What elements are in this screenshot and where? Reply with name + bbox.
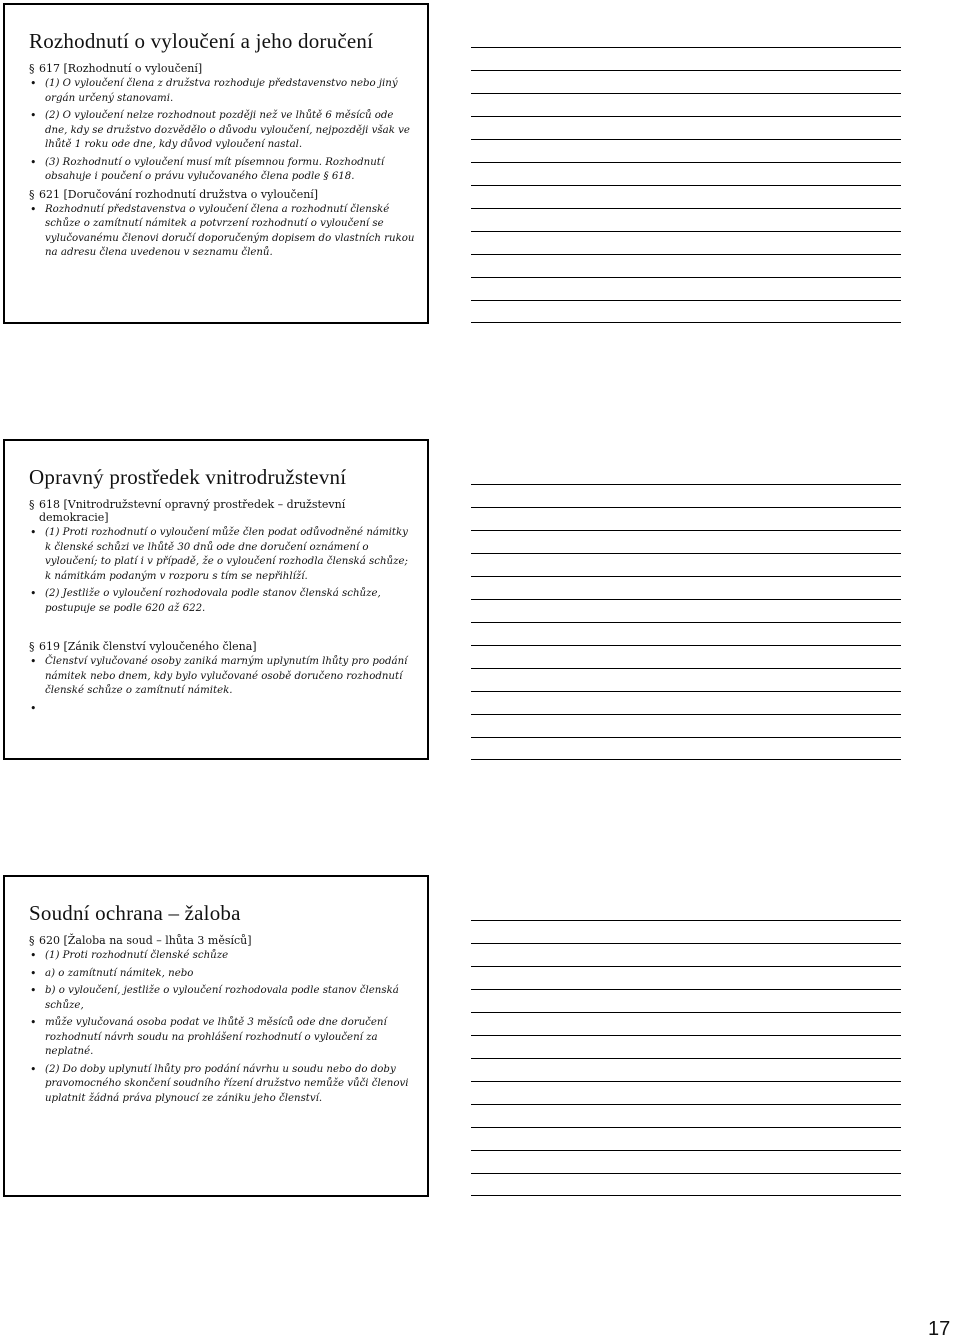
section-symbol: §: [29, 640, 35, 653]
note-line: [471, 254, 901, 255]
note-line: [471, 162, 901, 163]
note-line: [471, 668, 901, 669]
note-line: [471, 691, 901, 692]
section-heading-text: 621 [Doručování rozhodnutí družstva o vyloučení]: [39, 187, 319, 201]
list-item: • může vylučovaná osoba podat ve lhůtě 3 měsíců ode dne doručení rozhodnutí návrh soudu na prohlášení rozhodnutí o vyloučení za neplatné.: [29, 1016, 417, 1060]
note-line: [471, 530, 901, 531]
note-line: [471, 714, 901, 715]
note-line: [471, 70, 901, 71]
spacer: [29, 619, 417, 637]
note-line: [471, 1127, 901, 1128]
list-item: • b) o vyloučení, jestliže o vyloučení rozhodovala podle stanov členská schůze,: [29, 984, 417, 1013]
list-item: • (2) Do doby uplynutí lhůty pro podání návrhu u soudu nebo do doby pravomocného skončení soudního řízení družstvo nemůže vůči členovi uplatnit žádná práva plynoucí ze zániku jeho členství.: [29, 1063, 417, 1107]
note-line: [471, 484, 901, 485]
note-line: [471, 93, 901, 94]
section-heading: [29, 934, 417, 947]
slide-title: Soudní ochrana – žaloba: [29, 901, 241, 925]
note-line: [471, 920, 901, 921]
list-item: • (3) Rozhodnutí o vyloučení musí mít písemnou formu. Rozhodnutí obsahuje i poučení o právu vylučovaného člena podle § 618.: [29, 156, 417, 185]
note-line: [471, 300, 901, 301]
list-item: [29, 702, 417, 716]
bullet-list: [29, 655, 417, 716]
section-symbol: §: [29, 62, 35, 75]
section-heading: [29, 62, 417, 75]
section-heading-text: 617 [Rozhodnutí o vyloučení]: [39, 62, 203, 75]
list-item: • (1) Proti rozhodnutí členské schůze: [29, 949, 417, 964]
note-line: [471, 1150, 901, 1151]
bullet-list: [29, 949, 417, 1106]
note-line: [471, 139, 901, 140]
list-item: • (2) Jestliže o vyloučení rozhodovala podle stanov členská schůze, postupuje se podle 620 až 622.: [29, 587, 417, 616]
list-item: • Rozhodnutí představenstva o vyloučení člena a rozhodnutí členské schůze o zamítnutí námitek a potvrzení rozhodnutí o vyloučení se vylučovanému členovi doručí doporučeným dopisem do vlastních rukou na adresu člena uvedenou v seznamu členů.: [29, 203, 417, 261]
section-symbol: §: [29, 187, 35, 201]
note-line: [471, 576, 901, 577]
note-line: [471, 966, 901, 967]
note-line: [471, 989, 901, 990]
note-line: [471, 1173, 901, 1174]
note-line: [471, 47, 901, 48]
slide-1: [3, 3, 429, 324]
note-line: [471, 622, 901, 623]
section-heading: [29, 188, 417, 201]
note-line: [471, 1081, 901, 1082]
note-line: [471, 553, 901, 554]
note-line: [471, 116, 901, 117]
section-heading: [29, 640, 417, 653]
list-item: • a) o zamítnutí námitek, nebo: [29, 967, 417, 982]
note-line: [471, 1104, 901, 1105]
note-line: [471, 231, 901, 232]
note-line: [471, 322, 901, 323]
note-line: [471, 943, 901, 944]
section-heading-text: 619 [Zánik členství vyloučeného člena]: [39, 640, 257, 653]
bullet-list: [29, 203, 417, 261]
note-line: [471, 1195, 901, 1196]
note-line: [471, 737, 901, 738]
note-line: [471, 185, 901, 186]
note-line: [471, 1012, 901, 1013]
list-item: • (1) Proti rozhodnutí o vyloučení může člen podat odůvodněné námitky k členské schůzi ve lhůtě 30 dnů ode dne doručení oznámení o vyloučení; to platí i v případě, že o vyloučení rozhodla členská schůze; k námitkám podaným v rozporu s tím se nepřihlíží.: [29, 526, 417, 584]
page-number: 17: [928, 1318, 951, 1340]
list-item: • Členství vylučované osoby zaniká marným uplynutím lhůty pro podání námitek nebo dnem, kdy bylo vylučované osobě doručeno rozhodnutí členské schůze o zamítnutí námitek.: [29, 655, 417, 699]
note-line: [471, 759, 901, 760]
note-line: [471, 277, 901, 278]
note-line: [471, 599, 901, 600]
bullet-list: [29, 77, 417, 185]
list-item: • (2) O vyloučení nelze rozhodnout později než ve lhůtě 6 měsíců ode dne, kdy se družstvo dozvědělo o důvodu vyloučení, nejpozději však ve lhůtě 1 roku ode dne, kdy důvod vyloučení nastal.: [29, 109, 417, 153]
slide-title: Rozhodnutí o vyloučení a jeho doručení: [29, 29, 374, 53]
section-heading-text: 618 [Vnitrodružstevní opravný prostředek – družstevní demokracie]: [39, 498, 346, 524]
slide-title: Opravný prostředek vnitrodružstevní: [29, 465, 347, 489]
note-line: [471, 208, 901, 209]
section-heading-text: 620 [Žaloba na soud – lhůta 3 měsíců]: [39, 934, 252, 947]
slide-3: [3, 875, 429, 1197]
bullet-list: [29, 526, 417, 616]
section-symbol: §: [29, 934, 35, 947]
list-item: • (1) O vyloučení člena z družstva rozhoduje představenstvo nebo jiný orgán určený stanovami.: [29, 77, 417, 106]
section-heading: [29, 498, 417, 524]
slide-2: [3, 439, 429, 760]
note-line: [471, 507, 901, 508]
note-line: [471, 645, 901, 646]
note-line: [471, 1058, 901, 1059]
note-line: [471, 1035, 901, 1036]
section-symbol: §: [29, 498, 35, 511]
